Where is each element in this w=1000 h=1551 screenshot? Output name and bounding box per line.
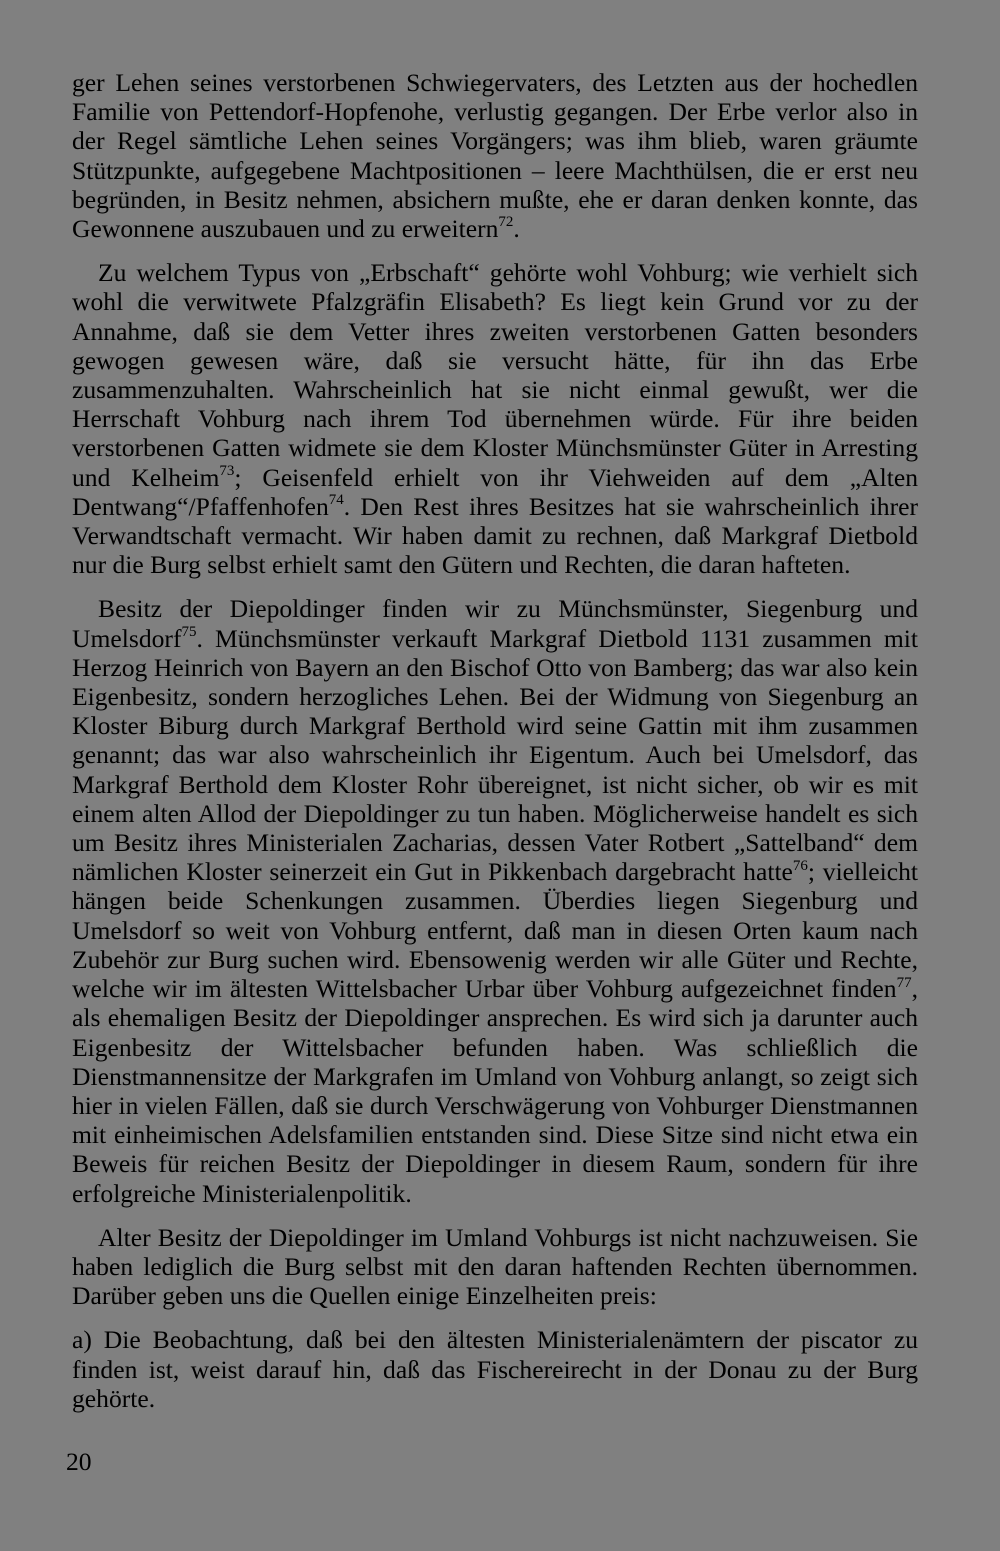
paragraph-4	[72, 1223, 918, 1311]
text-run: ; Geisenfeld erhielt von ihr Viehweiden auf dem „Alten Dentwang“/Pfaffenhofen	[72, 462, 918, 521]
text-run: , als ehemaligen Besitz der Diepoldinger ansprechen. Es wird sich ja darunter auch Eigenbesitz der Wittelsbacher befunden haben. Was schließlich die Dienstmannensitze der Markgrafen im Umland von Vohburg anlangt, so zeigt sich hier in vielen Fällen, daß sie durch Verschwägerung von Vohburger Dienstmannen mit einheimischen Adelsfamilien entstanden sind. Diese Sitze sind nicht etwa ein Beweis für reichen Besitz der Diepoldinger in diesem Raum, sondern für ihre erfolgreiche Ministerialenpolitik.	[72, 974, 918, 1208]
paragraph-3	[72, 594, 918, 1207]
page-body	[72, 68, 918, 1428]
text-run: . Den Rest ihres Besitzes hat sie wahrscheinlich ihrer Verwandtschaft vermacht. Wir haben damit zu rechnen, daß Markgraf Dietbold nur die Burg selbst erhielt samt den Gütern und Rechten, die daran hafteten.	[72, 491, 918, 580]
page-number: 20	[66, 1447, 92, 1476]
paragraph-5-list-item-a	[72, 1325, 918, 1413]
footnote-ref-77: 77	[896, 974, 912, 991]
footnote-ref-74: 74	[328, 492, 344, 509]
footnote-ref-72: 72	[498, 214, 514, 231]
paragraph-2	[72, 258, 918, 579]
text-run: ger Lehen seines verstorbenen Schwiegervaters, des Letzten aus der hochedlen Familie von Pettendorf-Hopfenohe, verlustig gegangen. Der Erbe verlor also in der Regel sämtliche Lehen seines Vorgängers; was ihm blieb, waren gräumte Stützpunkte, aufgegebene Machtpositionen – leere Machthülsen, die er erst neu begründen, in Besitz nehmen, absichern mußte, ehe er daran denken konnte, das Gewonnene auszubauen und zu erweitern	[72, 68, 918, 244]
text-run: Zu welchem Typus von „Erbschaft“ gehörte wohl Vohburg; wie verhielt sich wohl die verwitwete Pfalzgräfin Elisabeth? Es liegt kein Grund vor zu der Annahme, daß sie dem Vetter ihres zweiten verstorbenen Gatten besonders gewogen gewesen wäre, daß sie versucht hätte, für ihn das Erbe zusammenzuhalten. Wahrscheinlich hat sie nicht einmal gewußt, wer die Herrschaft Vohburg nach ihrem Tod übernehmen würde. Für ihre beiden verstorbenen Gatten widmete sie dem Kloster Münchsmünster Güter in Arresting und Kelheim	[72, 258, 918, 492]
text-run: .	[513, 214, 520, 244]
text-run: a) Die Beobachtung, daß bei den ältesten Ministerialenämtern der piscator zu finden ist, weist darauf hin, daß das Fischereirecht in der Donau zu der Burg gehörte.	[72, 1325, 918, 1413]
text-run: Alter Besitz der Diepoldinger im Umland Vohburgs ist nicht nachzuweisen. Sie haben lediglich die Burg selbst mit den daran haftenden Rechten übernommen. Darüber geben uns die Quellen einige Einzelheiten preis:	[72, 1222, 918, 1311]
footnote-ref-75: 75	[181, 624, 197, 641]
text-run: ; vielleicht hängen beide Schenkungen zusammen. Überdies liegen Siegenburg und Umelsdorf so weit von Vohburg entfernt, daß man in diesen Orten kaum nach Zubehör zur Burg suchen wird. Ebensowenig werden wir alle Güter und Rechte, welche wir im ältesten Wittelsbacher Urbar über Vohburg aufgezeichnet finden	[72, 857, 918, 1004]
text-run: . Münchsmünster verkauft Markgraf Dietbold 1131 zusammen mit Herzog Heinrich von Bayern an den Bischof Otto von Bamberg; das war also kein Eigenbesitz, sondern herzogliches Lehen. Bei der Widmung von Siegenburg an Kloster Biburg durch Markgraf Berthold wird seine Gattin mit ihm zusammen genannt; das war also wahrscheinlich ihr Eigentum. Auch bei Umelsdorf, das Markgraf Berthold dem Kloster Rohr übereignet, ist nicht sicher, ob wir es mit einem alten Allod der Diepoldinger zu tun haben. Möglicherweise handelt es sich um Besitz ihres Ministerialen Zacharias, dessen Vater Rotbert „Sattelband“ dem nämlichen Kloster seinerzeit ein Gut in Pikkenbach dargebracht hatte	[72, 623, 918, 887]
text-run: Besitz der Diepoldinger finden wir zu Münchsmünster, Siegenburg und Umelsdorf	[72, 594, 918, 653]
footnote-ref-73: 73	[219, 463, 235, 480]
paragraph-1	[72, 68, 918, 243]
footnote-ref-76: 76	[792, 857, 808, 874]
